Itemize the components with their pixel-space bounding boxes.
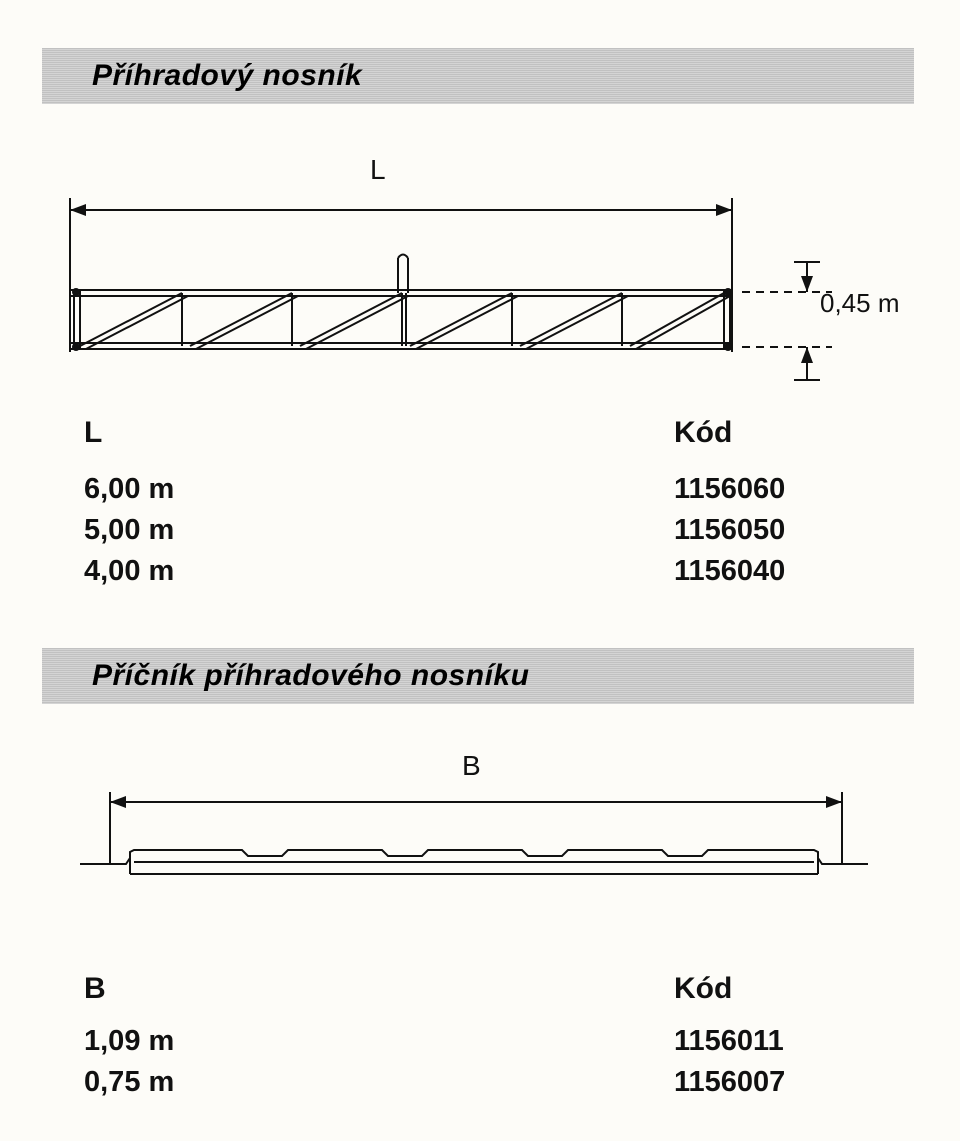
cell-dimension: 1,09 m bbox=[84, 1024, 175, 1057]
section-header-truss-beam bbox=[42, 48, 914, 104]
dimension-label-height: 0,45 m bbox=[820, 288, 900, 318]
header-code: Kód bbox=[674, 416, 733, 449]
cell-code: 1156011 bbox=[674, 1024, 784, 1057]
dimension-label-length: L bbox=[370, 154, 386, 185]
dimension-label-width: B bbox=[462, 750, 481, 781]
cell-dimension: 4,00 m bbox=[84, 554, 175, 587]
header-dimension: L bbox=[84, 416, 103, 449]
table-row bbox=[84, 469, 874, 510]
cell-code: 1156060 bbox=[674, 472, 786, 505]
table-row bbox=[84, 510, 874, 551]
cell-code: 1156050 bbox=[674, 513, 786, 546]
table-row bbox=[84, 1062, 874, 1103]
truss-beam-spec-table bbox=[84, 412, 874, 592]
truss-beam-svg bbox=[42, 140, 922, 390]
cell-dimension: 0,75 m bbox=[84, 1065, 175, 1098]
table-row bbox=[84, 551, 874, 592]
truss-transom-drawing bbox=[42, 740, 922, 940]
header-dimension: B bbox=[84, 972, 106, 1005]
cell-code: 1156007 bbox=[674, 1065, 786, 1098]
section-title: Příčník příhradového nosníku bbox=[92, 659, 530, 692]
truss-transom-spec-table bbox=[84, 968, 874, 1103]
cell-dimension: 6,00 m bbox=[84, 472, 175, 505]
header-code: Kód bbox=[674, 972, 733, 1005]
cell-dimension: 5,00 m bbox=[84, 513, 175, 546]
section-header-truss-transom bbox=[42, 648, 914, 704]
section-title: Příhradový nosník bbox=[92, 59, 363, 92]
truss-transom-svg bbox=[42, 740, 922, 940]
cell-code: 1156040 bbox=[674, 554, 786, 587]
table-row bbox=[84, 1021, 874, 1062]
table-header-row bbox=[84, 412, 874, 455]
table-header-row bbox=[84, 968, 874, 1011]
truss-beam-drawing bbox=[42, 140, 922, 390]
